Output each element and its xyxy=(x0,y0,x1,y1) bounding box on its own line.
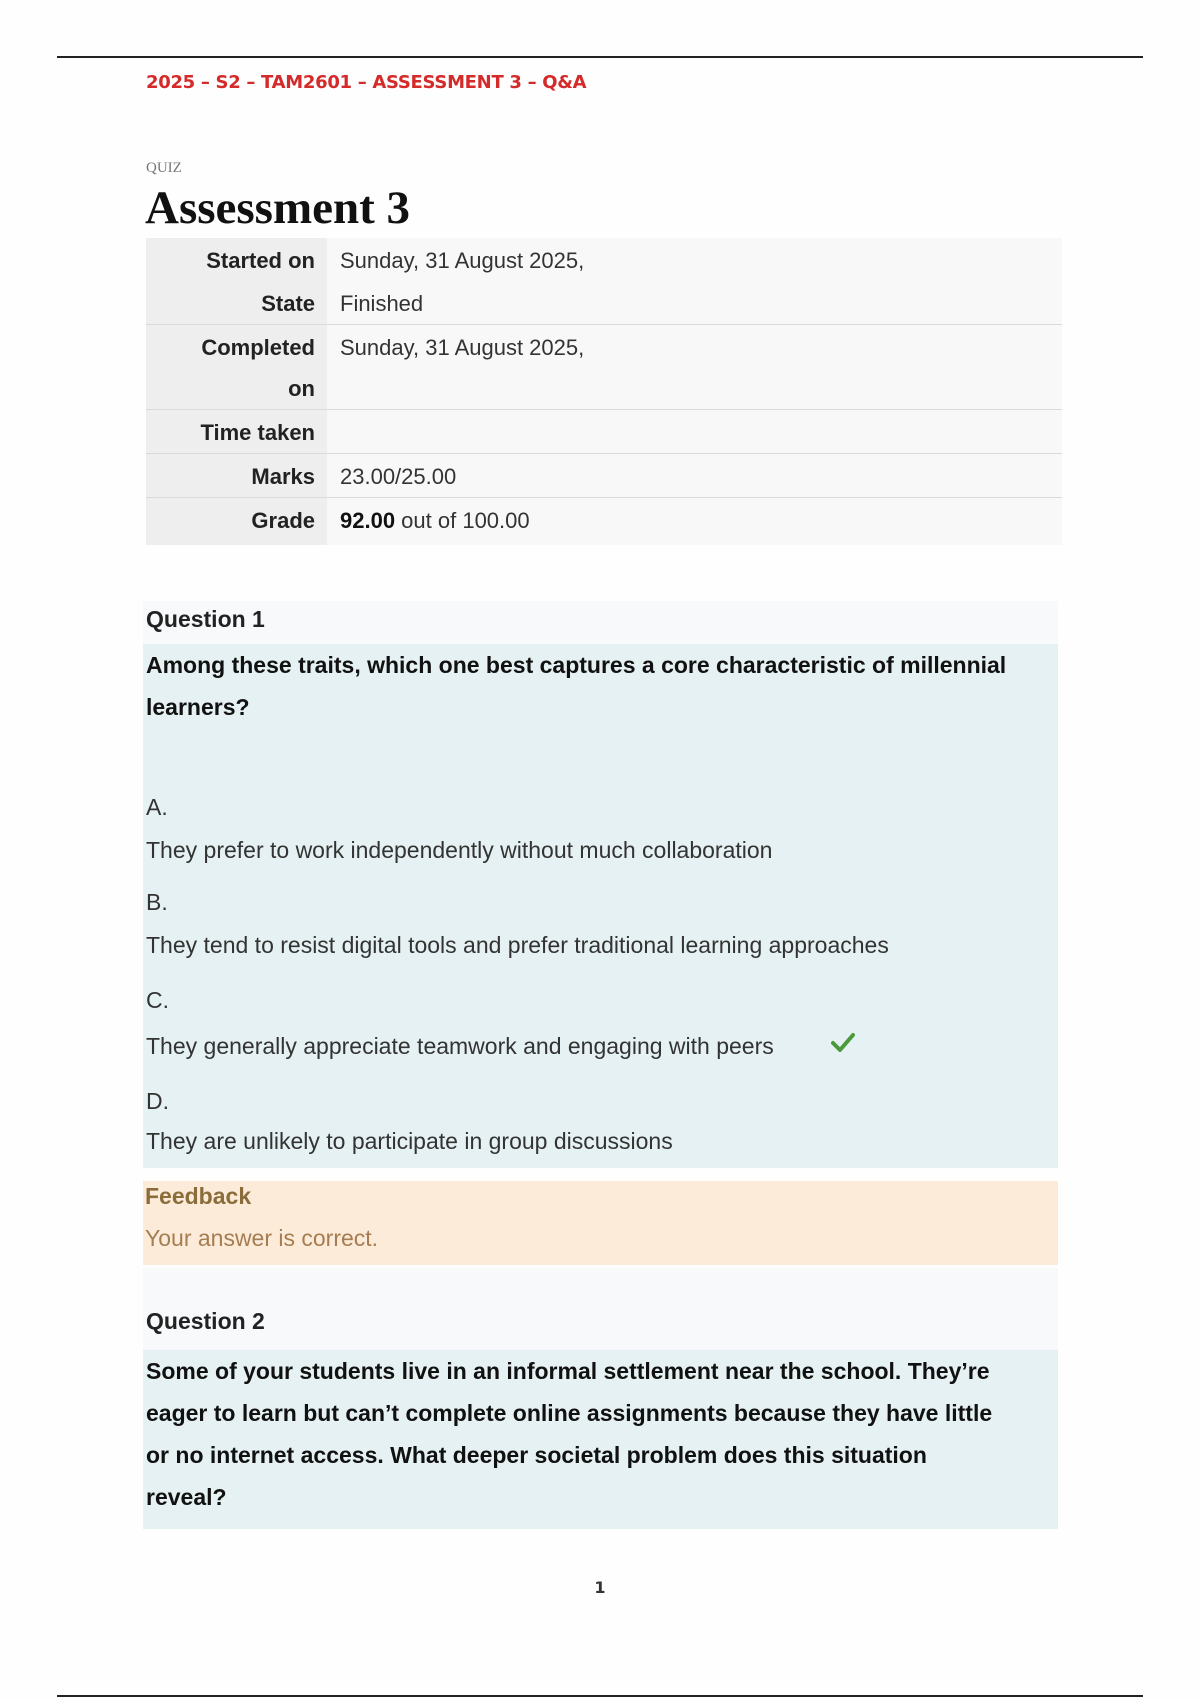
option-c-letter: C. xyxy=(146,987,169,1013)
marks-value: 23.00/25.00 xyxy=(327,454,1062,498)
question-2-number: Question 2 xyxy=(146,1308,265,1334)
top-rule xyxy=(57,56,1143,58)
question-2-card xyxy=(143,1350,1058,1529)
check-icon xyxy=(831,1031,855,1058)
option-a-text: They prefer to work independently without much collaboration xyxy=(146,837,773,863)
summary-row-grade xyxy=(146,498,1062,546)
attempt-summary-table xyxy=(146,238,1062,545)
page-title: Assessment 3 xyxy=(145,182,411,234)
summary-row-started xyxy=(146,238,1062,281)
grade-out-of: out of 100.00 xyxy=(395,508,530,533)
started-on-label: Started on xyxy=(146,238,327,281)
completed-on-label-line1: Completed xyxy=(201,335,315,360)
question-2-text-line1: Some of your students live in an informal settlement near the school. They’re xyxy=(146,1358,990,1384)
grade-value xyxy=(327,498,1062,546)
completed-on-label xyxy=(146,325,327,410)
time-taken-value xyxy=(327,410,1062,454)
grade-label: Grade xyxy=(146,498,327,546)
option-d-text: They are unlikely to participate in group discussions xyxy=(146,1128,673,1154)
question-2-text-line3: or no internet access. What deeper societal problem does this situation xyxy=(146,1442,927,1468)
feedback-title: Feedback xyxy=(145,1183,252,1209)
question-2-heading xyxy=(143,1268,1058,1350)
option-b-letter: B. xyxy=(146,889,168,915)
started-on-value: Sunday, 31 August 2025, xyxy=(327,238,1062,281)
time-taken-label: Time taken xyxy=(146,410,327,454)
option-c-text: They generally appreciate teamwork and engaging with peers xyxy=(146,1033,774,1059)
state-label: State xyxy=(146,281,327,325)
question-2-text-line4: reveal? xyxy=(146,1484,227,1510)
question-1-text xyxy=(146,644,1055,728)
quiz-label: QUIZ xyxy=(146,160,182,176)
question-1-number: Question 1 xyxy=(146,606,265,632)
bottom-rule xyxy=(57,1695,1143,1697)
completed-on-label-line2: on xyxy=(288,376,315,401)
summary-row-state xyxy=(146,281,1062,325)
document-header: 2025 – S2 – TAM2601 – ASSESSMENT 3 – Q&A xyxy=(146,72,587,93)
option-b-text: They tend to resist digital tools and prefer traditional learning approaches xyxy=(146,932,889,958)
option-a-letter: A. xyxy=(146,794,168,820)
summary-row-marks xyxy=(146,454,1062,498)
summary-row-completed xyxy=(146,325,1062,410)
marks-label: Marks xyxy=(146,454,327,498)
question-1-text-line1: Among these traits, which one best captures a core characteristic of millennial xyxy=(146,652,1007,678)
question-1-card xyxy=(143,644,1058,1168)
summary-row-time-taken xyxy=(146,410,1062,454)
option-d-letter: D. xyxy=(146,1088,169,1114)
completed-on-value: Sunday, 31 August 2025, xyxy=(327,325,1062,410)
feedback-text: Your answer is correct. xyxy=(145,1225,379,1251)
question-2-text xyxy=(146,1350,1055,1518)
question-1-heading xyxy=(143,601,1058,644)
grade-score: 92.00 xyxy=(340,508,396,533)
question-2-text-line2: eager to learn but can’t complete online assignments because they have little xyxy=(146,1400,993,1426)
question-1-feedback xyxy=(143,1181,1058,1265)
question-1-text-line2: learners? xyxy=(146,694,250,720)
page-number: 1 xyxy=(594,1578,606,1597)
state-value: Finished xyxy=(327,281,1062,325)
check-icon-svg xyxy=(831,1031,855,1053)
